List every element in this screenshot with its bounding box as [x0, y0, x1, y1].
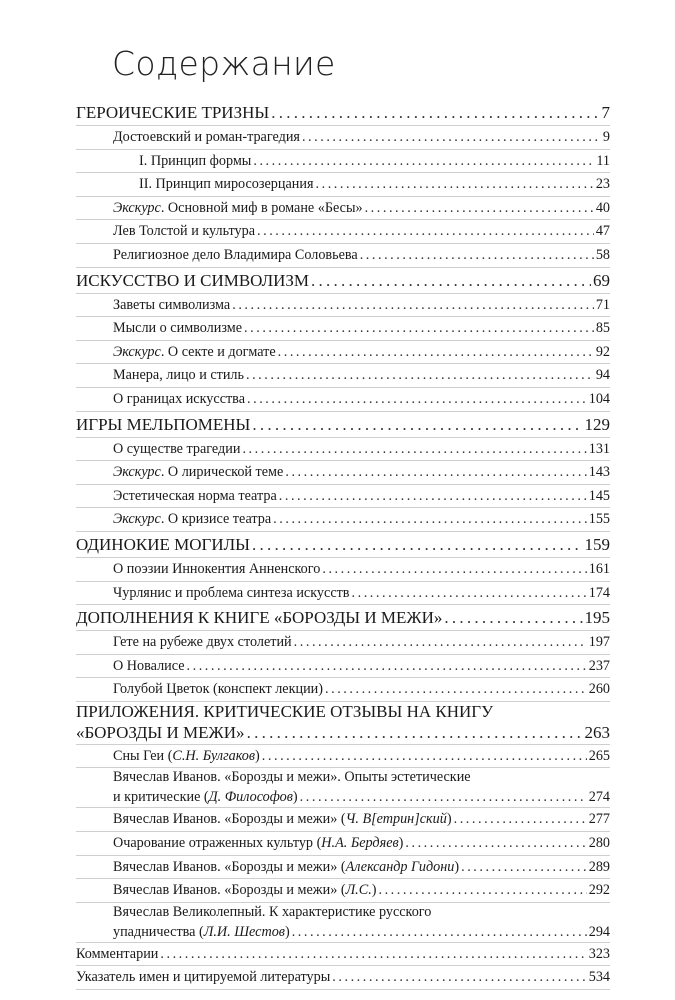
entry-title: [113, 485, 277, 508]
entry-label: Манера, лицо и стиль: [113, 367, 244, 384]
dot-leader: [271, 100, 599, 125]
page-number: 11: [596, 152, 610, 169]
entry-label: Достоевский и роман-трагедия: [113, 129, 300, 145]
entry-title: [113, 244, 358, 267]
toc-entry[interactable]: [76, 558, 610, 582]
dot-leader: [300, 787, 587, 807]
entry-title: [113, 508, 271, 531]
entry-title: [113, 388, 245, 411]
entry-label: Сны Геи (: [113, 747, 173, 764]
table-of-contents: [76, 100, 610, 990]
dot-leader: [365, 197, 594, 220]
entry-tail: ): [454, 858, 460, 875]
page-number: 94: [595, 367, 610, 384]
page-number: 47: [595, 223, 610, 240]
entry-title: [76, 605, 442, 630]
toc-entry[interactable]: [76, 832, 610, 856]
entry-title: [76, 532, 250, 557]
entry-author: Д. Философов: [208, 789, 293, 806]
toc-section[interactable]: [76, 532, 610, 558]
page-number: 143: [588, 464, 610, 481]
toc-entry[interactable]: [76, 582, 610, 606]
entry-title: [139, 173, 314, 196]
page-number: 58: [595, 246, 610, 263]
entry-author: Александр Гидони: [345, 858, 455, 875]
page-number: 69: [593, 270, 610, 290]
dot-leader: [279, 485, 587, 508]
page-number: 534: [588, 969, 610, 986]
page-number: 289: [588, 858, 610, 875]
toc-entry[interactable]: [76, 244, 610, 268]
entry-label: упадничества (: [113, 923, 204, 940]
entry-title-line1: ПРИЛОЖЕНИЯ. КРИТИЧЕСКИЕ ОТЗЫВЫ НА КНИГУ: [76, 701, 494, 721]
entry-label: . О лирической теме: [160, 464, 284, 481]
toc-entry[interactable]: [76, 508, 610, 532]
entry-title: [113, 832, 403, 855]
entry-title: [76, 412, 250, 437]
page-number: 85: [595, 320, 610, 337]
page-number: 197: [588, 634, 610, 651]
toc-entry[interactable]: [76, 364, 610, 388]
entry-label: О границах искусства: [113, 390, 245, 407]
dot-leader: [292, 922, 587, 942]
entry-title: [113, 364, 244, 387]
page-title: Содержание: [112, 44, 336, 83]
entry-label: Очарование отраженных культур (: [113, 835, 322, 852]
entry-title: [113, 197, 363, 220]
entry-label: Лев Толстой и культура: [113, 223, 256, 240]
page-number: 292: [588, 882, 610, 899]
page-number: 237: [588, 657, 610, 674]
entry-title: [139, 150, 251, 173]
entry-label: Чурлянис и проблема синтеза искусств: [113, 584, 350, 601]
entry-label: Вячеслав Иванов. «Борозды и межи» (: [113, 882, 346, 899]
dot-leader: [262, 745, 587, 768]
page-number: 92: [595, 343, 610, 360]
entry-title: [113, 678, 323, 701]
page-number: 104: [588, 390, 610, 407]
page-number: 9: [602, 129, 610, 145]
entry-italic-prefix: Экскурс: [113, 464, 161, 481]
page-number: 265: [588, 747, 610, 764]
entry-title: [113, 461, 283, 484]
toc-entry[interactable]: [76, 388, 610, 412]
entry-title: [113, 922, 290, 942]
entry-label: и критические (: [113, 789, 209, 806]
entry-title: [113, 558, 320, 581]
dot-leader: [316, 173, 594, 196]
entry-title-line2: [76, 722, 610, 744]
entry-label: . О секте и догмате: [160, 343, 276, 360]
page-number: 174: [588, 584, 610, 601]
entry-title: [113, 294, 230, 317]
entry-title: [76, 966, 330, 989]
toc-entry[interactable]: [76, 631, 610, 655]
dot-leader: [273, 508, 587, 531]
entry-tail: ): [255, 747, 260, 764]
page-number: 71: [595, 296, 610, 313]
toc-section[interactable]: [76, 605, 610, 631]
dot-leader: [352, 582, 587, 605]
dot-leader: [244, 317, 594, 340]
toc-entry[interactable]: [76, 943, 610, 967]
dot-leader: [405, 832, 586, 855]
entry-title: [113, 787, 298, 807]
entry-label: Мысли о символизме: [113, 320, 243, 337]
dot-leader: [378, 879, 586, 902]
entry-author: Н.А. Бердяев: [321, 835, 399, 852]
entry-label: Указатель имен и цитируемой литературы: [76, 969, 331, 986]
entry-tail: ): [446, 811, 452, 828]
page-number: 274: [588, 789, 610, 806]
dot-leader: [278, 341, 594, 364]
page-number: 131: [588, 440, 610, 457]
entry-label: II. Принцип миросозерцания: [139, 176, 314, 193]
dot-leader: [247, 388, 587, 411]
toc-entry[interactable]: [76, 768, 610, 808]
toc-entry[interactable]: [76, 126, 610, 150]
dot-leader: [232, 294, 594, 317]
entry-title-line1: Вячеслав Иванов. «Борозды и межи». Опыты эстетические: [113, 769, 471, 786]
dot-leader: [325, 678, 587, 701]
entry-label: Вячеслав Иванов. «Борозды и межи» (: [113, 858, 346, 875]
entry-label: О поэзии Иннокентия Анненского: [113, 560, 321, 577]
toc-entry[interactable]: [76, 879, 610, 903]
entry-tail: ): [284, 923, 290, 940]
entry-tail: ): [371, 882, 377, 899]
entry-title: [113, 879, 376, 902]
entry-label: Эстетическая норма театра: [113, 487, 277, 504]
dot-leader: [311, 268, 591, 293]
dot-leader: [246, 364, 594, 387]
toc-entry[interactable]: [76, 150, 610, 174]
entry-label: ДОПОЛНЕНИЯ К КНИГЕ «БОРОЗДЫ И МЕЖИ»: [76, 608, 443, 628]
dot-leader: [187, 655, 587, 678]
toc-entry[interactable]: [76, 438, 610, 462]
entry-label: Комментарии: [76, 945, 159, 962]
toc-entry[interactable]: [76, 294, 610, 318]
page-number: 280: [588, 835, 610, 852]
dot-leader: [257, 220, 594, 243]
dot-leader: [322, 558, 586, 581]
toc-entry[interactable]: [76, 966, 610, 990]
entry-title: [76, 722, 245, 744]
toc-entry[interactable]: [76, 173, 610, 197]
entry-title: [113, 220, 255, 243]
toc-entry[interactable]: [76, 808, 610, 832]
page-number: 155: [588, 511, 610, 528]
entry-title: [113, 317, 242, 340]
dot-leader: [253, 150, 594, 173]
dot-leader: [160, 943, 586, 966]
toc-entry[interactable]: [76, 341, 610, 365]
page-number: 40: [595, 199, 610, 216]
entry-label: I. Принцип формы: [139, 152, 252, 169]
entry-label: Голубой Цветок (конспект лекции): [113, 681, 323, 698]
dot-leader: [302, 126, 601, 149]
toc-entry[interactable]: [76, 220, 610, 244]
dot-leader: [252, 412, 582, 437]
entry-italic-prefix: Экскурс: [113, 343, 161, 360]
entry-title-line2: [113, 787, 610, 807]
entry-label: О Новалисе: [113, 657, 185, 674]
entry-author: С.Н. Булгаков: [172, 747, 256, 764]
entry-italic-prefix: Экскурс: [113, 511, 161, 528]
dot-leader: [247, 722, 583, 744]
entry-author: Л.И. Шестов: [203, 923, 285, 940]
dot-leader: [285, 461, 586, 484]
entry-label: ГЕРОИЧЕСКИЕ ТРИЗНЫ: [76, 103, 270, 122]
toc-entry[interactable]: [76, 745, 610, 769]
page-number: 7: [601, 103, 610, 122]
entry-label: О существе трагедии: [113, 440, 241, 457]
dot-leader: [444, 605, 582, 630]
entry-title-line2: [113, 922, 610, 942]
toc-entry[interactable]: [76, 485, 610, 509]
dot-leader: [332, 966, 586, 989]
toc-section[interactable]: [76, 100, 610, 126]
page-number: 294: [588, 923, 610, 940]
entry-title: [113, 856, 459, 879]
page-number: 145: [588, 487, 610, 504]
dot-leader: [461, 856, 587, 879]
dot-leader: [360, 244, 594, 267]
entry-label: . О кризисе театра: [160, 511, 272, 528]
page-number: 260: [588, 681, 610, 698]
entry-label: . Основной миф в романе «Бесы»: [160, 199, 363, 216]
page-number: 195: [584, 608, 610, 628]
entry-title: [113, 655, 185, 678]
dot-leader: [252, 532, 583, 557]
page-number: 277: [588, 811, 610, 828]
entry-title: [113, 745, 260, 768]
toc-entry[interactable]: [76, 856, 610, 880]
dot-leader: [242, 438, 586, 461]
entry-label: Гете на рубеже двух столетий: [113, 634, 292, 651]
toc-entry[interactable]: [76, 903, 610, 943]
page-number: 159: [584, 534, 610, 554]
entry-label: ОДИНОКИЕ МОГИЛЫ: [76, 534, 250, 554]
entry-title: [113, 341, 276, 364]
entry-title-line1: Вячеслав Великолепный. К характеристике русского: [113, 903, 432, 920]
entry-label: «БОРОЗДЫ И МЕЖИ»: [76, 722, 245, 742]
entry-label: Религиозное дело Владимира Соловьева: [113, 246, 358, 263]
entry-tail: ): [292, 789, 298, 806]
page-number: 23: [595, 176, 610, 193]
page-number: 129: [584, 414, 610, 434]
entry-title: [113, 126, 300, 149]
entry-label: ИСКУССТВО И СИМВОЛИЗМ: [76, 270, 310, 290]
dot-leader: [454, 808, 587, 831]
page-number: 323: [588, 945, 610, 962]
entry-label: Заветы символизма: [113, 296, 231, 313]
entry-italic-prefix: Экскурс: [113, 199, 161, 216]
entry-label: ИГРЫ МЕЛЬПОМЕНЫ: [76, 414, 251, 434]
entry-title: [76, 943, 158, 966]
toc-entry[interactable]: [76, 678, 610, 702]
entry-tail: ): [398, 835, 404, 852]
entry-title: [76, 268, 309, 293]
entry-author: Ч. В[етрин]ский: [345, 811, 447, 828]
toc-section[interactable]: [76, 268, 610, 294]
toc-entry[interactable]: [76, 317, 610, 341]
dot-leader: [294, 631, 587, 654]
page-number: 161: [588, 560, 610, 577]
entry-title: [113, 438, 240, 461]
toc-entry[interactable]: [76, 461, 610, 485]
entry-title: [113, 582, 350, 605]
entry-title: [113, 631, 292, 654]
entry-label: Вячеслав Иванов. «Борозды и межи» (: [113, 811, 346, 828]
entry-author: Л.С.: [345, 882, 372, 899]
toc-section[interactable]: [76, 412, 610, 438]
toc-entry[interactable]: [76, 197, 610, 221]
entry-title: [113, 808, 452, 831]
toc-section[interactable]: [76, 702, 610, 745]
entry-title: [76, 100, 269, 125]
toc-entry[interactable]: [76, 655, 610, 679]
page-number: 263: [584, 722, 610, 742]
